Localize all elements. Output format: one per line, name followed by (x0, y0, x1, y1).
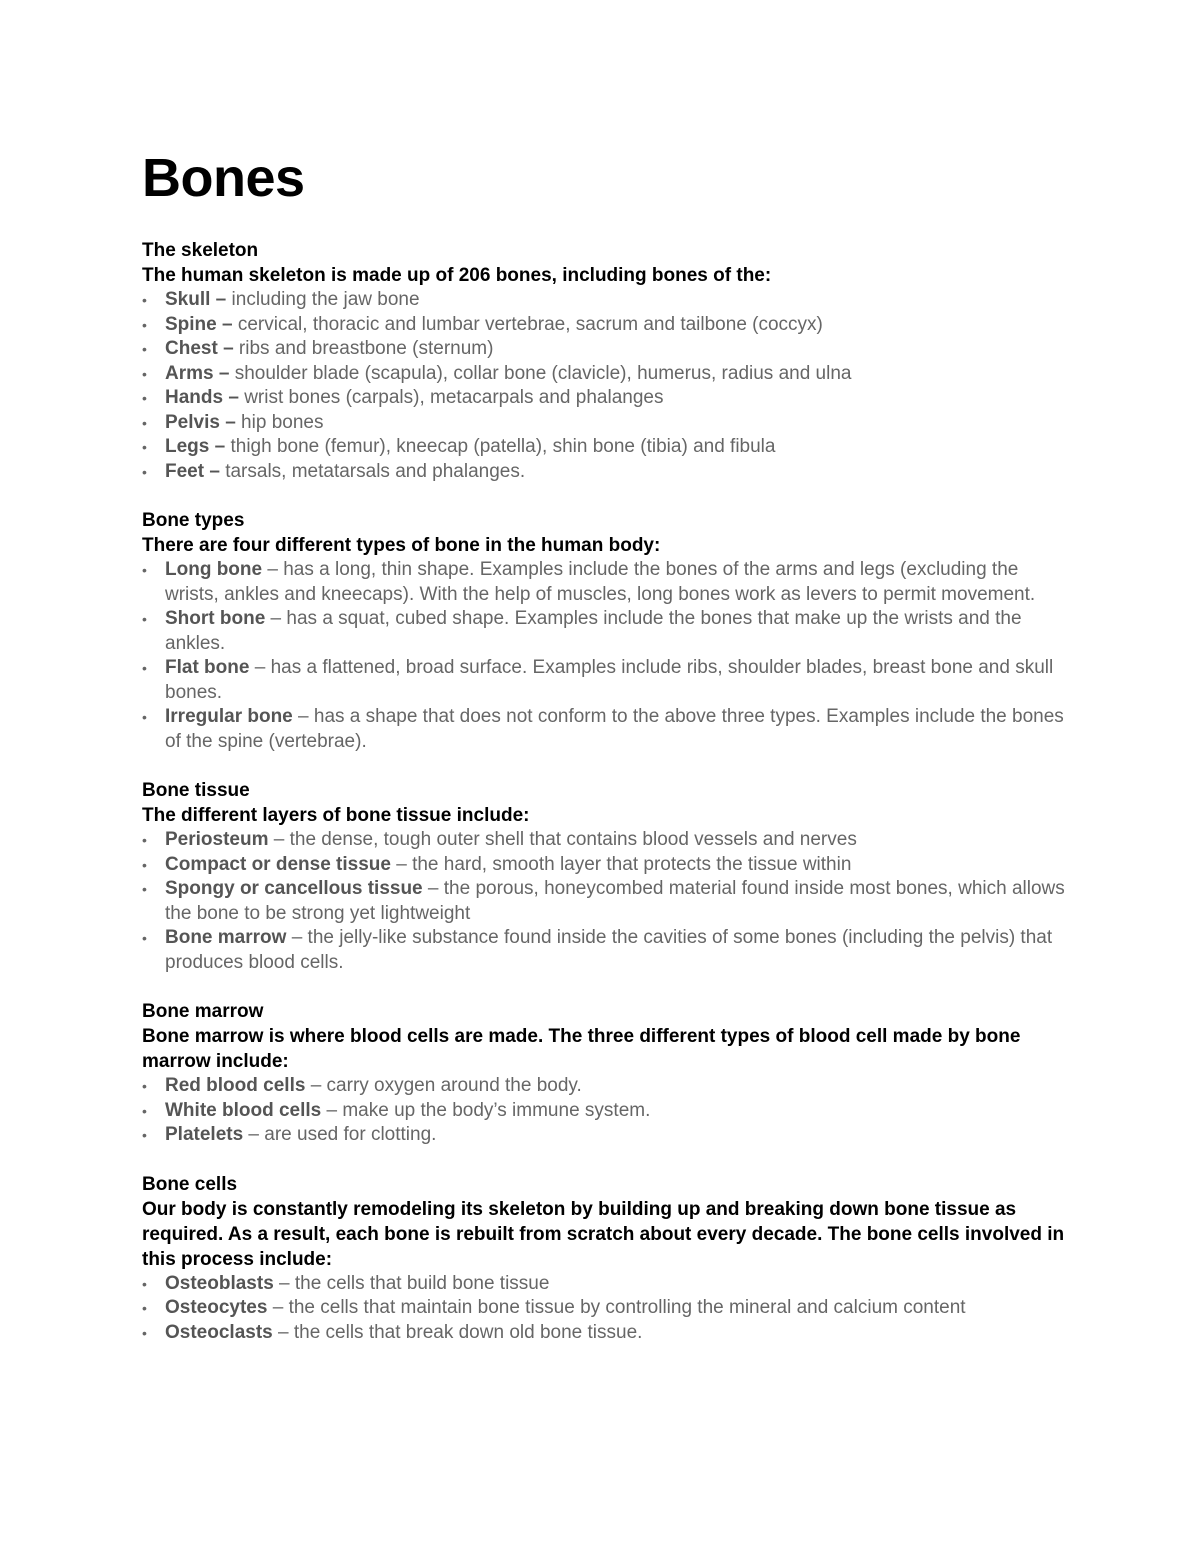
list-item-term: Pelvis – (165, 411, 236, 433)
bullet-icon: • (142, 832, 147, 848)
list-item-term: Red blood cells (165, 1075, 306, 1096)
list-item-term: Osteocytes (165, 1297, 268, 1318)
bullet-icon: • (142, 1324, 147, 1341)
bullet-icon: • (142, 1078, 147, 1094)
bullet-icon: • (142, 341, 147, 357)
list-item-description: – the jelly-like substance found inside the cavities of some bones (including the pelvis) that produces blood cells. (165, 927, 1053, 973)
bullet-icon: • (142, 856, 147, 873)
list-item (142, 362, 1072, 387)
section (142, 1172, 1072, 1346)
list-item-term: Long bone (165, 559, 263, 580)
list-item-description: – carry oxygen around the body. (305, 1075, 582, 1096)
list-item (142, 926, 1072, 975)
bullet-icon: • (142, 292, 147, 308)
bullet-icon: • (142, 1300, 147, 1316)
list-item-description: hip bones (235, 411, 324, 433)
list-item (142, 337, 1072, 362)
list-item-term: Legs – (165, 436, 226, 457)
section-intro: Bone marrow is where blood cells are made. The three different types of blood cell made by bone marrow include: (142, 1026, 1021, 1072)
bullet-icon: • (142, 463, 147, 480)
section-heading: The skeleton (142, 240, 259, 261)
sections-container (142, 238, 1072, 1345)
list-item (142, 411, 1072, 436)
list-item-term: Skull – (165, 289, 227, 310)
list-item-term: Periosteum (165, 829, 269, 850)
bullet-icon: • (142, 930, 147, 946)
list-item-description: – has a flattened, broad surface. Examples include ribs, shoulder blades, breast bone and skull bones. (165, 657, 1054, 703)
list-item-description: – has a long, thin shape. Examples include the bones of the arms and legs (excluding the wrists, ankles and kneecaps). With the help of muscles, long bones work as levers to permit movement. (165, 559, 1036, 605)
list-item-term: Bone marrow (165, 927, 287, 948)
list-item-description: cervical, thoracic and lumbar vertebrae, sacrum and tailbone (coccyx) (232, 313, 823, 335)
document-title: Bones (142, 148, 305, 208)
section (142, 238, 1072, 484)
bullet-icon: • (142, 1127, 147, 1143)
bullet-list (142, 288, 1072, 484)
bullet-icon: • (142, 660, 147, 676)
section (142, 778, 1072, 975)
list-item-term: Osteoclasts (165, 1321, 273, 1343)
list-item-description: – the cells that maintain bone tissue by controlling the mineral and calcium content (267, 1297, 966, 1318)
bullet-list (142, 1074, 1072, 1148)
list-item-term: White blood cells (165, 1099, 322, 1121)
list-item-description: wrist bones (carpals), metacarpals and phalanges (238, 387, 664, 408)
list-item-description: tarsals, metatarsals and phalanges. (219, 460, 526, 482)
list-item-term: Hands – (165, 387, 239, 408)
bullet-list (142, 1272, 1072, 1346)
bullet-icon: • (142, 414, 147, 431)
bullet-icon: • (142, 365, 147, 382)
list-item (142, 656, 1072, 705)
list-item-description: – make up the body’s immune system. (321, 1099, 651, 1121)
list-item-term: Compact or dense tissue (165, 853, 391, 875)
list-item (142, 1272, 1072, 1297)
list-item-term: Irregular bone (165, 706, 293, 727)
list-item-term: Spongy or cancellous tissue (165, 878, 423, 899)
list-item (142, 1296, 1072, 1321)
list-item (142, 460, 1072, 485)
list-item (142, 1074, 1072, 1099)
list-item-term: Platelets (165, 1124, 244, 1145)
bullet-icon: • (142, 439, 147, 455)
bullet-icon: • (142, 1275, 147, 1292)
section-intro: The human skeleton is made up of 206 bones, including bones of the: (142, 265, 772, 286)
list-item-term: Spine – (165, 313, 233, 335)
list-item-term: Arms – (165, 362, 230, 384)
list-item (142, 313, 1072, 338)
list-item (142, 435, 1072, 460)
section-intro: Our body is constantly remodeling its skeleton by building up and breaking down bone tissue as required. As a result, each bone is rebuilt from scratch about every decade. The bone cells involved in this process include: (142, 1198, 1065, 1270)
bullet-list (142, 558, 1072, 754)
list-item-description: – has a shape that does not conform to the above three types. Examples include the bones of the spine (vertebrae). (165, 706, 1064, 752)
list-item (142, 1321, 1072, 1346)
bullet-icon: • (142, 316, 147, 333)
document-page (142, 146, 1072, 1369)
section-intro: The different layers of bone tissue include: (142, 805, 530, 826)
section-heading: Bone marrow (142, 1001, 264, 1022)
list-item-term: Feet – (165, 460, 220, 482)
list-item-description: – the cells that break down old bone tissue. (272, 1321, 643, 1343)
list-item-description: – has a squat, cubed shape. Examples include the bones that make up the wrists and the ankles. (165, 608, 1022, 654)
bullet-icon: • (142, 562, 147, 578)
bullet-icon: • (142, 709, 147, 725)
list-item-term: Chest – (165, 338, 234, 359)
list-item (142, 877, 1072, 926)
bullet-icon: • (142, 1102, 147, 1119)
list-item (142, 1123, 1072, 1148)
list-item-description: thigh bone (femur), kneecap (patella), shin bone (tibia) and fibula (225, 436, 776, 457)
list-item-description: – the dense, tough outer shell that contains blood vessels and nerves (268, 829, 857, 850)
section-heading: Bone tissue (142, 780, 250, 801)
list-item-term: Flat bone (165, 657, 250, 678)
list-item (142, 558, 1072, 607)
list-item-description: shoulder blade (scapula), collar bone (clavicle), humerus, radius and ulna (229, 362, 852, 384)
bullet-icon: • (142, 881, 147, 897)
section (142, 508, 1072, 754)
list-item-description: – are used for clotting. (243, 1124, 437, 1145)
list-item (142, 607, 1072, 656)
list-item (142, 386, 1072, 411)
bullet-icon: • (142, 611, 147, 627)
list-item-description: ribs and breastbone (sternum) (233, 338, 494, 359)
section-heading: Bone cells (142, 1173, 238, 1195)
list-item (142, 828, 1072, 853)
list-item (142, 1099, 1072, 1124)
list-item-description: – the porous, honeycombed material found inside most bones, which allows the bone to be strong yet lightweight (165, 878, 1065, 924)
bullet-icon: • (142, 390, 147, 406)
bullet-list (142, 828, 1072, 975)
list-item (142, 705, 1072, 754)
list-item-description: – the hard, smooth layer that protects the tissue within (390, 853, 852, 875)
section-heading: Bone types (142, 510, 245, 531)
list-item-description: including the jaw bone (226, 289, 420, 310)
list-item-description: – the cells that build bone tissue (273, 1272, 550, 1294)
list-item-term: Osteoblasts (165, 1272, 274, 1294)
section-intro: There are four different types of bone in the human body: (142, 535, 661, 556)
list-item (142, 288, 1072, 313)
section (142, 999, 1072, 1148)
list-item (142, 853, 1072, 878)
list-item-term: Short bone (165, 608, 266, 629)
